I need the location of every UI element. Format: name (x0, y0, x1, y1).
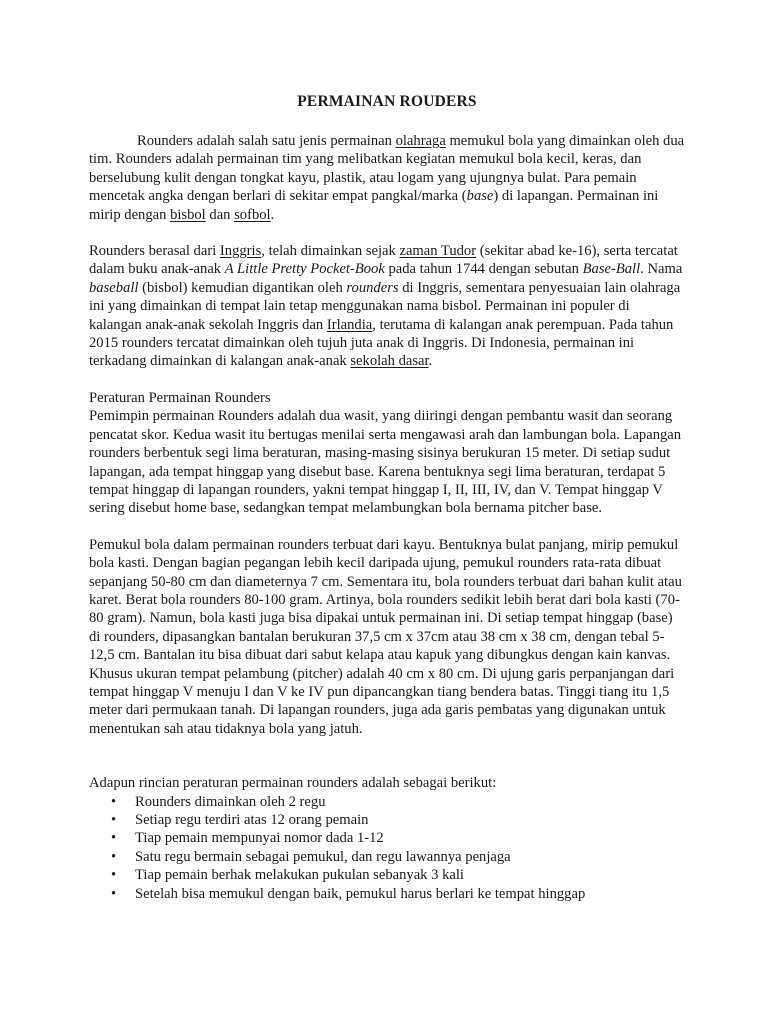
list-item (89, 811, 685, 829)
rules-list (89, 793, 685, 903)
bullet-icon: • (111, 848, 117, 865)
document-page (89, 92, 685, 903)
list-item-text: Tiap pemain mempunyai nomor dada 1-12 (135, 830, 384, 847)
text-run: Rounders adalah salah satu jenis permainan (137, 133, 396, 149)
paragraph-rules-intro (89, 389, 685, 518)
text-run: , terutama di kalangan anak perempuan. Pada tahun 2015 rounders tercatat dimainkan oleh tujuh juta anak di Inggris. Di Indonesia, permainan ini terkadang dimainkan di kalangan anak-anak (89, 316, 674, 370)
term-base-ball: Base-Ball (582, 261, 641, 278)
bullet-icon: • (111, 793, 117, 810)
text-run: memukul bola yang dimainkan oleh dua tim. Rounders adalah permainan tim yang melibatkan kegiatan memukul bola kecil, keras, dan berselubung kulit dengan tongkat kayu, plastik, atau logam yang ujungnya bulat. Para pemain mencetak angka dengan berlari di sekitar empat pangkal/marka ( (89, 133, 685, 205)
paragraph-intro (89, 132, 685, 224)
list-item (89, 829, 685, 847)
text-run: (bisbol) kemudian digantikan oleh (138, 279, 347, 296)
link-sofbol[interactable]: sofbol (234, 206, 271, 223)
bullet-icon: • (111, 885, 117, 902)
link-sekolah-dasar[interactable]: sekolah dasar (350, 353, 429, 370)
link-zaman-tudor[interactable]: zaman Tudor (399, 243, 477, 260)
list-item (89, 848, 685, 866)
text-run: . Nama (640, 261, 683, 278)
text-run: . (270, 206, 275, 223)
bullet-icon: • (111, 812, 117, 828)
bullet-icon: • (111, 830, 117, 847)
text-run: dan (205, 206, 235, 223)
term-rounders: rounders (346, 279, 399, 296)
text-run: pada tahun 1744 dengan sebutan (384, 261, 583, 278)
list-item (89, 793, 685, 811)
text-run: Rounders berasal dari (89, 243, 220, 260)
paragraph-history (89, 242, 685, 371)
paragraph-rules-lead: Adapun rincian peraturan permainan rounders adalah sebagai berikut: (89, 775, 497, 792)
text-run: . (428, 353, 433, 370)
text-run: Pemimpin permainan Rounders adalah dua wasit, yang diiringi dengan pembantu wasit dan seorang pencatat skor. Kedua wasit itu bertugas menilai serta mengawasi arah dan lambungan bola. Lapangan rounders berbentuk segi lima beraturan, masing-masing sisinya berukuran 15 meter. Di setiap sudut lapangan, ada tempat hinggap yang disebut base. Karena bentuknya segi lima beraturan, terdapat 5 tempat hinggap di lapangan rounders, yakni tempat hinggap I, II, III, IV, dan V. Tempat hinggap V sering disebut home base, sedangkan tempat melambungkan bola bernama pitcher base. (89, 408, 682, 517)
list-item (89, 885, 685, 903)
link-bisbol[interactable]: bisbol (170, 206, 206, 223)
list-item (89, 866, 685, 884)
text-run: (sekitar abad ke-16), serta tercatat dalam buku anak-anak (89, 243, 678, 278)
document-title: PERMAINAN ROUDERS (297, 93, 477, 110)
list-item-text: Tiap pemain berhak melakukan pukulan sebanyak 3 kali (135, 867, 464, 884)
term-baseball: baseball (89, 279, 139, 296)
list-item-text: Setiap regu terdiri atas 12 orang pemain (135, 812, 369, 828)
text-run: di Inggris, sementara penyesuaian lain olahraga ini yang dimainkan di tempat lain tetap menggunakan nama bisbol. Permainan ini populer di kalangan anak-anak sekolah Inggris dan (89, 279, 681, 333)
term-base: base (466, 188, 494, 205)
link-inggris[interactable]: Inggris (219, 243, 262, 260)
list-item-text: Satu regu bermain sebagai pemukul, dan regu lawannya penjaga (135, 848, 511, 865)
book-title: A Little Pretty Pocket-Book (224, 261, 385, 278)
text-run: , telah dimainkan sejak (261, 243, 400, 260)
link-olahraga[interactable]: olahraga (395, 133, 446, 149)
link-irlandia[interactable]: Irlandia (326, 316, 373, 333)
list-item-text: Rounders dimainkan oleh 2 regu (135, 793, 326, 810)
list-item-text: Setelah bisa memukul dengan baik, pemukul harus berlari ke tempat hinggap (135, 885, 586, 902)
bullet-icon: • (111, 867, 117, 884)
text-run: ) di lapangan. Permainan ini mirip dengan (89, 188, 659, 223)
paragraph-equipment: Pemukul bola dalam permainan rounders terbuat dari kayu. Bentuknya bulat panjang, mirip pemukul bola kasti. Dengan bagian pegangan lebih kecil daripada ujung, pemukul rounders rata-rata dibuat sepanjang 50-80 cm dan diameternya 7 cm. Sementara itu, bola rounders terbuat dari bahan kulit atau karet. Berat bola rounders 80-100 gram. Artinya, bola rounders sedikit lebih berat dari bola kasti (70-80 gram). Namun, bola kasti juga bisa dipakai untuk permainan ini. Di setiap tempat hinggap (base) di rounders, dipasangkan bantalan berukuran 37,5 cm x 37cm atau 38 cm x 38 cm, dengan tebal 5-12,5 cm. Bantalan itu bisa dibuat dari sabut kelapa atau kapuk yang dibungkus dengan kain kanvas. Khusus ukuran tempat pelambung (pitcher) adalah 40 cm x 80 cm. Di ujung garis perpanjangan dari tempat hinggap V menuju I dan V ke IV pun dipancangkan tiang bendera batas. Tinggi tiang itu 1,5 meter dari permukaan tanah. Di lapangan rounders, juga ada garis pembatas yang digunakan untuk menentukan sah atau tidaknya bola yang jatuh. (89, 536, 682, 737)
section-heading: Peraturan Permainan Rounders (89, 389, 271, 406)
